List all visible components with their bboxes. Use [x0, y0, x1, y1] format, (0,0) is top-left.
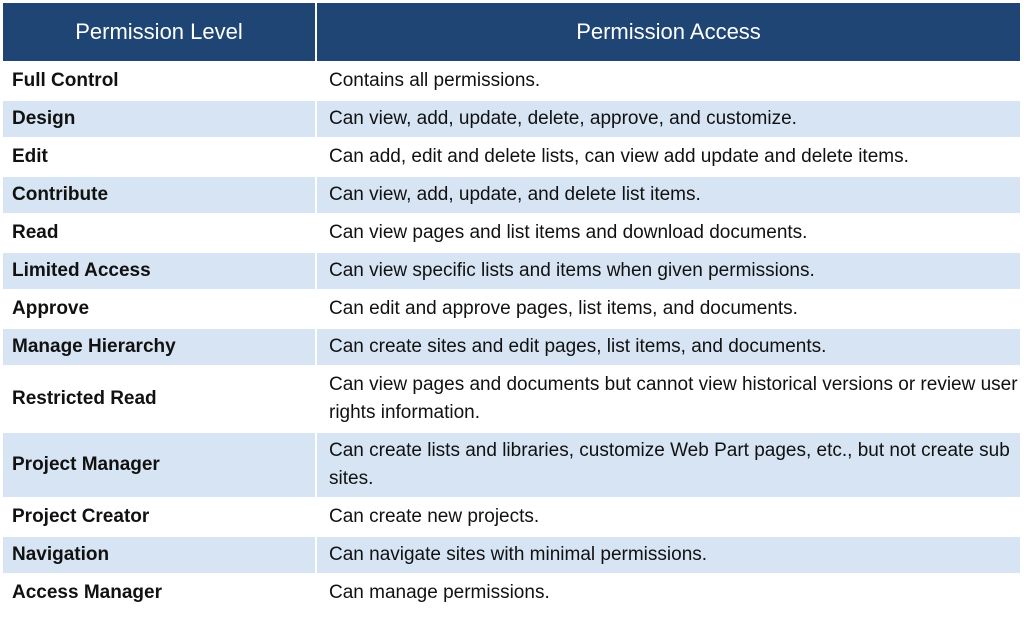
permission-level-cell: Design: [3, 100, 316, 138]
permission-access-cell: Can add, edit and delete lists, can view add update and delete items.: [316, 138, 1020, 176]
table-row: [3, 574, 1020, 611]
table-row: [3, 100, 1020, 138]
permission-level-cell: Approve: [3, 290, 316, 328]
permissions-table: [3, 3, 1020, 611]
permission-level-cell: Access Manager: [3, 574, 316, 611]
permission-level-cell: Project Creator: [3, 498, 316, 536]
table-row: [3, 252, 1020, 290]
permission-access-cell: Contains all permissions.: [316, 62, 1020, 100]
permission-level-cell: Project Manager: [3, 432, 316, 498]
permission-access-cell: Can manage permissions.: [316, 574, 1020, 611]
table-row: [3, 138, 1020, 176]
table-row: [3, 498, 1020, 536]
table-row: [3, 290, 1020, 328]
permission-level-cell: Read: [3, 214, 316, 252]
permissions-table-container: [3, 3, 1020, 611]
table-row: [3, 62, 1020, 100]
table-body: [3, 62, 1020, 611]
table-row: [3, 366, 1020, 432]
permission-level-cell: Full Control: [3, 62, 316, 100]
header-permission-level: Permission Level: [3, 3, 316, 62]
permission-level-cell: Navigation: [3, 536, 316, 574]
permission-level-cell: Limited Access: [3, 252, 316, 290]
table-row: [3, 214, 1020, 252]
permission-access-cell: Can create new projects.: [316, 498, 1020, 536]
table-row: [3, 432, 1020, 498]
permission-level-cell: Restricted Read: [3, 366, 316, 432]
permission-level-cell: Contribute: [3, 176, 316, 214]
permission-level-cell: Manage Hierarchy: [3, 328, 316, 366]
permission-access-cell: Can navigate sites with minimal permissions.: [316, 536, 1020, 574]
permission-access-cell: Can view pages and list items and download documents.: [316, 214, 1020, 252]
table-header: [3, 3, 1020, 62]
permission-access-cell: Can create lists and libraries, customize Web Part pages, etc., but not create sub sites.: [316, 432, 1020, 498]
header-row: [3, 3, 1020, 62]
permission-access-cell: Can edit and approve pages, list items, and documents.: [316, 290, 1020, 328]
permission-access-cell: Can view, add, update, delete, approve, and customize.: [316, 100, 1020, 138]
permission-access-cell: Can view pages and documents but cannot view historical versions or review user rights information.: [316, 366, 1020, 432]
header-permission-access: Permission Access: [316, 3, 1020, 62]
permission-access-cell: Can view specific lists and items when given permissions.: [316, 252, 1020, 290]
table-row: [3, 328, 1020, 366]
permission-access-cell: Can create sites and edit pages, list items, and documents.: [316, 328, 1020, 366]
permission-access-cell: Can view, add, update, and delete list items.: [316, 176, 1020, 214]
table-row: [3, 176, 1020, 214]
table-row: [3, 536, 1020, 574]
permission-level-cell: Edit: [3, 138, 316, 176]
